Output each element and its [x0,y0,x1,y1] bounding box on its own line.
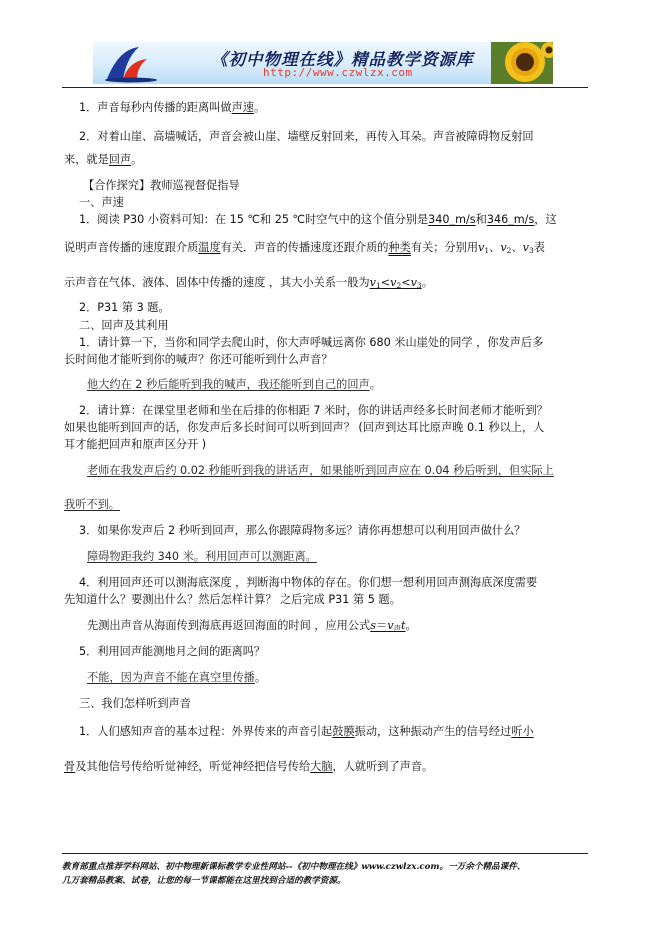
item-2-echo-cont: 来，就是回声。 [64,153,143,166]
item-4-question-cont: 先知道什么？要测出什么？然后怎样计算？ 之后完成 P31 第 5 题。 [64,593,401,606]
item-1-reading-cont: 说明声音传播的速度跟介质温度有关．声音的传播速度还跟介质的种类有关；分别用$v_1$、$v_2$、$v_3$表 [64,241,545,255]
item-1-hearing-process-cont: 骨及其他信号传给听觉神经，听觉神经把信号传给大脑，人就听到了声音。 [64,760,434,773]
item-1-answer: 他大约在 2 秒后能听到我的喊声，我还能听到自己的回声。 [87,378,381,391]
item-3-question: 3．如果你发声后 2 秒听到回声，那么你跟障碍物多远？请你再想想可以利用回声做什么？ [79,524,526,537]
answer-blank: 温度 [198,241,221,254]
answer-blank: 大脑 [310,760,333,773]
answer-blank: 346_m/s [486,213,535,226]
answer-blank: 听小 [511,725,534,738]
footer-rule [62,853,588,854]
answer-blank: 种类 [388,241,411,254]
item-1-hearing-process: 1．人们感知声音的基本过程：外界传来的声音引起鼓膜振动，这种振动产生的信号经过听小 [79,725,534,738]
heading-how-we-hear: 三、我们怎样听到声音 [79,697,191,710]
site-logo [101,43,161,83]
item-1-speed-of-sound: 1．声音每秒内传播的距离叫做声速。 [79,101,266,114]
item-2-classroom-question-cont: 如果也能听到回声的话，你发声后多长时间可以听到回声？ (回声到达耳比原声晚 0.1 秒以上，人 [64,421,545,434]
footer-line-1: 教育部重点推荐学科网站、初中物理新课标教学专业性网站--《初中物理在线》www.czwlzx.com。一万余个精品课件、 [62,862,526,872]
banner-title: 《初中物理在线》精品教学资源库 [211,50,474,69]
sunflower-image [491,42,553,84]
item-2-answer: 老师在我发声后约 0.02 秒能听到我的讲话声，如果能听到回声应在 0.04 秒后听到，但实际上 [87,464,554,477]
answer-blank: 鼓膜 [332,725,355,738]
header-banner [93,42,553,84]
answer-blank: 回声 [108,153,132,166]
section-cooperative-inquiry: 【合作探究】教师巡视督促指导 [83,179,240,192]
item-4-question: 4．利用回声还可以测海底深度 ，判断海中物体的存在。你们想一想利用回声测海底深度需要 [79,576,538,589]
item-1-reading: 1．阅读 P30 小资料可知：在 15 ℃和 25 ℃时空气中的这个值分别是340_m/s和346_m/s，这 [79,213,557,226]
answer-blank: 骨 [64,760,76,773]
item-3-answer: 障碍物距我约 340 米。利用回声可以测距离。 [87,550,317,563]
item-5-question: 5．利用回声能测地月之间的距离吗？ [79,645,266,658]
banner-url: http://www.czwlzx.com [263,66,413,79]
heading-speed-of-sound: 一、声速 [79,196,124,209]
footer-line-2: 几万套精品教案、试卷，让您的每一节课都能在这里找到合适的教学资源。 [62,876,346,886]
answer-blank: $v_1<v_2<v_3$ [369,276,422,290]
item-2-classroom-question-note: 耳才能把回声和原声区分开 ) [64,438,207,451]
item-2-answer-cont: 我听不到。 [64,498,120,511]
header-rule [62,87,588,88]
heading-echo-uses: 二、回声及其利用 [79,319,169,332]
formula: $s=v_声t$ [370,619,406,633]
item-5-answer: 不能，因为声音不能在真空里传播。 [87,671,267,684]
item-2-echo: 2．对着山崖、高墙喊话，声音会被山崖、墙壁反射回来，再传入耳朵。声音被障碍物反射回 [79,130,534,143]
answer-blank: 声速 [231,101,254,114]
item-2-classroom-question: 2．请计算：在课堂里老师和坐在后排的你相距 7 米时，你的讲话声经多长时间老师才能听到？ [79,404,548,417]
item-1-mountain-question: 1．请计算一下，当你和同学去爬山时，你大声呼喊远离你 680 米山崖处的同学 ，你发声后多 [79,336,544,349]
item-2-exercise: 2．P31 第 3 题。 [79,301,170,314]
item-1-mountain-question-cont: 长时间他才能听到你的喊声？你还可能听到什么声音？ [64,353,333,366]
answer-blank: 340_m/s [428,213,476,226]
item-1-speed-relation: 示声音在气体、液体、固体中传播的速度 ，其大小关系一般为$v_1<v_2<v_3$。 [64,276,433,290]
item-4-answer: 先测出声音从海面传到海底再返回海面的时间 ，应用公式$s=v_声t$。 [87,619,417,633]
